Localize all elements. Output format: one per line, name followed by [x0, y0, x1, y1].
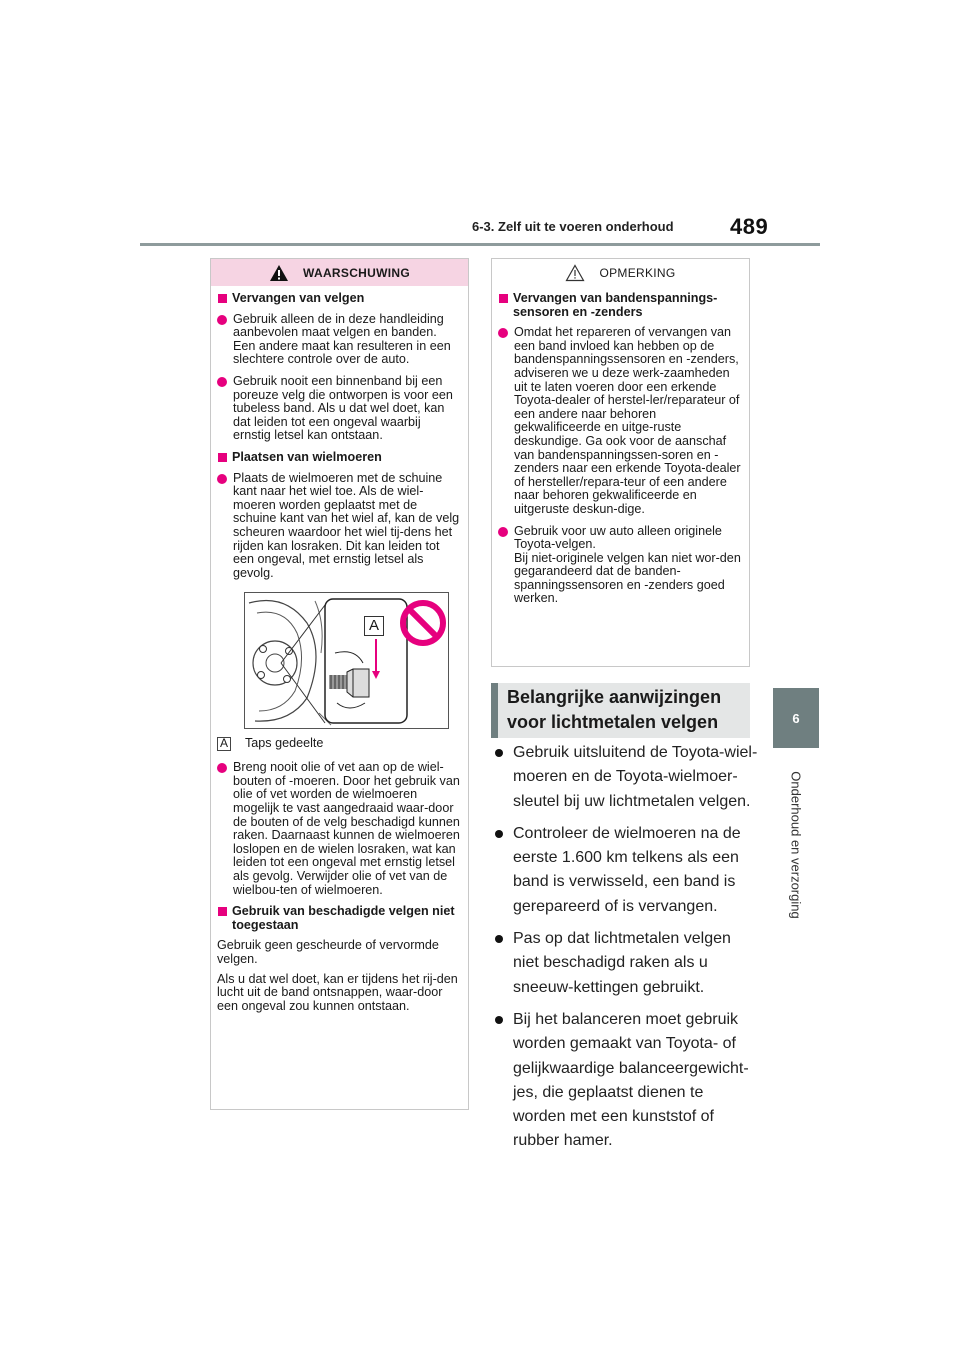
caption-tag: A — [217, 737, 231, 751]
page-number: 489 — [730, 214, 769, 239]
note-box — [491, 258, 750, 667]
warning-paragraph: Gebruik geen gescheurde of vervormde velgen. — [217, 938, 439, 966]
wheel-nut-illustration — [244, 592, 449, 729]
bullet-dot-icon — [495, 935, 503, 943]
warning-box — [210, 258, 469, 1110]
note-bullet: Gebruik voor uw auto alleen originele Toyota-velgen. Bij niet-originele velgen kan niet wor-den gegarandeerd dat de banden-spanningssensoren en -zenders goed werken. — [498, 525, 741, 607]
warning-bullet: Gebruik nooit een binnenband bij een poreuze velg die ontworpen is voor een tubeless band. Als u dat wel doet, kan dat leiden tot een ongeval waarbij ernstig letsel kan ontstaan. — [217, 375, 460, 443]
header-rule — [140, 243, 820, 246]
round-bullet-icon — [217, 763, 227, 773]
warning-title: WAARSCHUWING — [303, 265, 410, 280]
caution-triangle-icon — [565, 264, 585, 282]
chapter-tab: 6 — [773, 688, 819, 748]
list-item: Bij het balanceren moet gebruik worden gemaakt van Toyota- of gelijkwaardige balanceergewicht-jes, die geplaatst dienen te worden met een kunststof of rubber hamer. — [493, 1008, 758, 1154]
square-bullet-icon — [218, 907, 227, 916]
list-item: Controleer de wielmoeren na de eerste 1.600 km telkens als een band is verwisseld, een band is gerepareerd of is vervangen. — [493, 822, 758, 919]
warning-bullet: Breng nooit olie of vet aan op de wiel-bouten of -moeren. Door het gebruik van olie of vet worden de wielmoeren mogelijk te vast aangedraaid waar-door de bouten of de velg beschadigd kunnen raken. Daarnaast kunnen de wielmoeren loslopen en de wielen losraken, wat kan leiden tot een ongeval met ernstig letsel als gevolg. Verwijder olie of vet van de wielbou-ten of wielmoeren. — [217, 761, 460, 897]
note-header — [492, 259, 749, 286]
list-item: Pas op dat lichtmetalen velgen niet beschadigd raken als u sneeuw-kettingen gebruikt. — [493, 927, 758, 1000]
warning-bullet: Gebruik alleen de in deze handleiding aanbevolen maat velgen en banden. Een andere maat kan resulteren in een slechtere controle over de auto. — [217, 313, 460, 367]
round-bullet-icon — [217, 474, 227, 484]
figure-tag-a: A — [364, 616, 384, 636]
warning-triangle-icon — [269, 264, 289, 282]
note-heading: Vervangen van bandenspannings-sensoren en -zenders — [498, 292, 741, 319]
bullet-dot-icon — [495, 749, 503, 757]
main-bullet-list — [493, 741, 758, 1162]
header-section-title: 6-3. Zelf uit te voeren onderhoud — [472, 219, 674, 234]
warning-header — [211, 259, 468, 286]
list-item: Gebruik uitsluitend de Toyota-wiel-moeren en de Toyota-wielmoer-sleutel bij uw lichtmetalen velgen. — [493, 741, 758, 814]
square-bullet-icon — [499, 294, 508, 303]
wheel-hub-drawing — [245, 593, 448, 728]
round-bullet-icon — [217, 377, 227, 387]
note-title: OPMERKING — [599, 265, 676, 280]
warning-bullet: Plaats de wielmoeren met de schuine kant naar het wiel toe. Als de wiel-moeren worden geplaatst met de schuine kant van het wiel af, kan de velg scheuren waardoor het wiel tij-dens het rijden kan losraken. Dit kan leiden tot een ongeval, met ernstig letsel als gevolg. — [217, 472, 460, 581]
square-bullet-icon — [218, 453, 227, 462]
warning-heading-2: Plaatsen van wielmoeren — [217, 451, 460, 465]
chapter-title: Onderhoud en verzorging — [788, 771, 804, 919]
warning-heading-3: Gebruik van beschadigde velgen niet toegestaan — [217, 905, 460, 932]
square-bullet-icon — [218, 294, 227, 303]
round-bullet-icon — [498, 527, 508, 537]
figure-caption: A Taps gedeelte — [217, 737, 460, 751]
section-heading: Belangrijke aanwijzingen voor lichtmetalen velgen — [491, 683, 750, 738]
round-bullet-icon — [498, 328, 508, 338]
bullet-dot-icon — [495, 1016, 503, 1024]
warning-paragraph: Als u dat wel doet, kan er tijdens het rij-den lucht uit de band ontsnappen, waar-door een ongeval zou kunnen ontstaan. — [217, 971, 458, 1013]
bullet-dot-icon — [495, 830, 503, 838]
round-bullet-icon — [217, 315, 227, 325]
note-bullet: Omdat het repareren of vervangen van een band invloed kan hebben op de bandenspanningssensoren en -zenders, adviseren we u deze werk-zaamheden uit te laten voeren door een erkende Toyota-dealer of herstel-ler/reparateur of een andere naar behoren gekwalificeerde en uitge-ruste deskundige. Ga ook voor de aanschaf van bandenspanningssen-soren en -zenders naar een erkende Toyota-dealer of hersteller/repara-teur of een andere naar behoren gekwalificeerde en uitgeruste deskun-dige. — [498, 326, 741, 516]
warning-heading-1: Vervangen van velgen — [217, 292, 460, 306]
